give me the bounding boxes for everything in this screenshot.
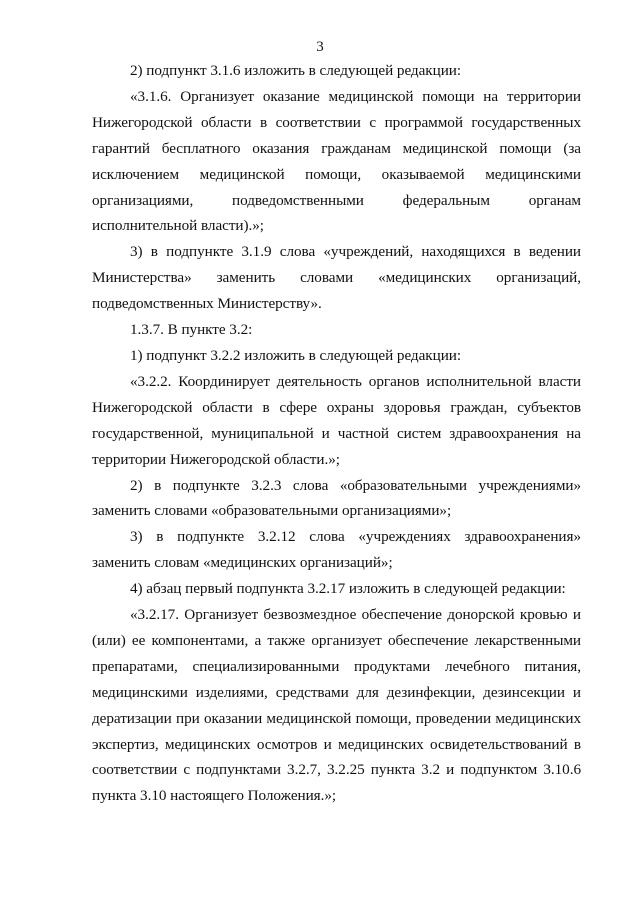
text-line: государственной, муниципальной и частной систем здравоохранения на: [92, 424, 581, 442]
text-line: заменить словам «медицинских организаций»;: [92, 554, 393, 572]
text-line: 1) подпункт 3.2.2 изложить в следующей редакции:: [130, 346, 462, 364]
text-line: 2) в подпункте 3.2.3 слова «образовательными учреждениями»: [130, 476, 581, 494]
text-line: «3.1.6. Организует оказание медицинской помощи на территории: [130, 87, 581, 105]
text-line: гарантий бесплатного оказания гражданам медицинской помощи (за: [92, 139, 581, 157]
text-line: 1.3.7. В пункте 3.2:: [130, 321, 253, 339]
text-line: исключением медицинской помощи, оказываемой медицинскими: [92, 165, 581, 183]
text-line: территории Нижегородской области.»;: [92, 450, 340, 468]
page-number: 3: [316, 39, 324, 55]
text-line: Нижегородской области в сфере охраны здоровья граждан, субъектов: [92, 398, 581, 416]
paragraph: [92, 84, 581, 239]
paragraph: [92, 239, 581, 317]
paragraph: [92, 473, 581, 525]
text-line: препаратами, специализированными продуктами лечебного питания,: [92, 657, 581, 675]
text-line: пункта 3.10 настоящего Положения.»;: [92, 787, 337, 805]
document-body: [92, 58, 581, 809]
paragraph: [92, 602, 581, 809]
text-line: исполнительной власти).»;: [92, 217, 264, 235]
paragraph: [92, 576, 581, 602]
paragraph: [92, 58, 581, 84]
text-line: 3) в подпункте 3.1.9 слова «учреждений, находящихся в ведении: [130, 243, 581, 261]
text-line: дератизации при оказании медицинской помощи, проведении медицинских: [92, 709, 581, 727]
text-line: «3.2.17. Организует безвозмездное обеспечение донорской кровью и: [130, 606, 581, 624]
paragraph: [92, 343, 581, 369]
text-line: Министерства» заменить словами «медицинских организаций,: [92, 269, 581, 287]
paragraph: [92, 317, 581, 343]
text-line: 4) абзац первый подпункта 3.2.17 изложить в следующей редакции:: [130, 580, 566, 598]
text-line: заменить словами «образовательными организациями»;: [92, 502, 452, 520]
text-line: 3) в подпункте 3.2.12 слова «учреждениях здравоохранения»: [130, 528, 581, 546]
text-line: подведомственных Министерству».: [92, 295, 322, 313]
text-line: организациями, подведомственными федеральным органам: [92, 191, 581, 209]
text-line: экспертиз, медицинских осмотров и медицинских освидетельствований в: [92, 735, 581, 753]
text-line: (или) ее компонентами, а также организует обеспечение лекарственными: [92, 631, 581, 649]
paragraph: [92, 369, 581, 473]
text-line: «3.2.2. Координирует деятельность органов исполнительной власти: [130, 372, 581, 390]
text-line: 2) подпункт 3.1.6 изложить в следующей редакции:: [130, 62, 462, 79]
text-line: Нижегородской области в соответствии с программой государственных: [92, 113, 581, 131]
text-line: соответствии с подпунктами 3.2.7, 3.2.25 пункта 3.2 и подпунктом 3.10.6: [92, 761, 581, 779]
text-line: медицинскими изделиями, средствами для дезинфекции, дезинсекции и: [92, 683, 581, 701]
paragraph: [92, 524, 581, 576]
